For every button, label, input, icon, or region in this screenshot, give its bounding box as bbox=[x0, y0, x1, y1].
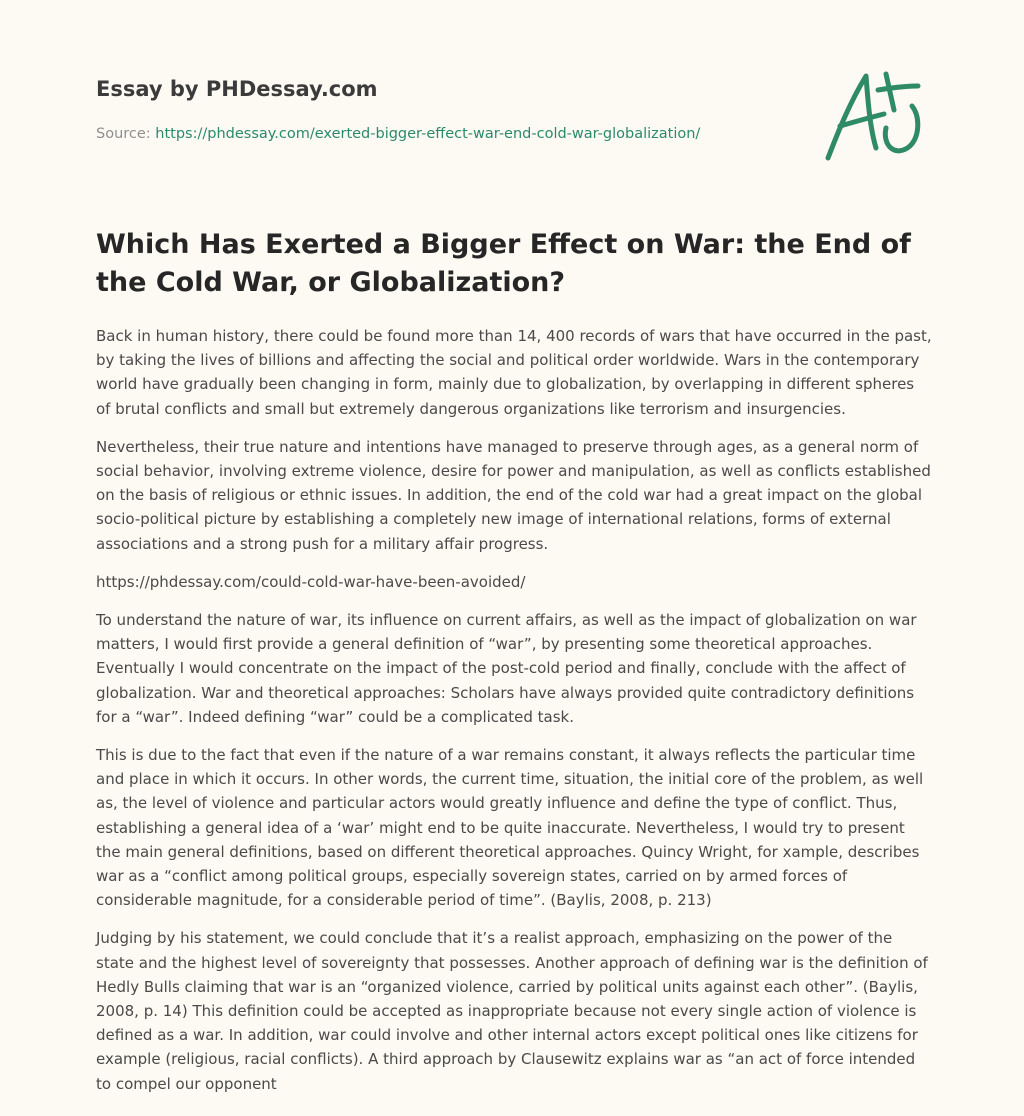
essay-paragraph: Nevertheless, their true nature and intentions have managed to preserve through ages, as a general norm of social behavior, involving extreme violence, desire for power and manipulation, as well as conflicts established on the basis of religious or ethnic issues. In addition, the end of the cold war had a great impact on the global socio-political picture by establishing a completely new image of international relations, forms of external associations and a strong push for a military affair progress. bbox=[96, 437, 931, 553]
essay-paragraph: This is due to the fact that even if the nature of a war remains constant, it always reflects the particular time and place in which it occurs. In other words, the current time, situation, the initial core of the problem, as well as, the level of violence and particular actors would greatly influence and define the type of conflict. Thus, establishing a general idea of a ‘war’ might end to be quite inaccurate. Nevertheless, I would try to present the main general definitions, based on different theoretical approaches. Quincy Wright, for xample, describes war as a “conflict among political groups, especially sovereign states, carried on by armed forces of considerable magnitude, for a considerable period of time”. (Baylis, 2008, p. 213) bbox=[96, 746, 924, 910]
a-plus-grade-icon bbox=[820, 66, 930, 166]
essay-paragraph: Back in human history, there could be found more than 14, 400 records of wars that have occurred in the past, by taking the lives of billions and affecting the social and political order worldwide. Wars in the contemporary world have gradually been changing in form, mainly due to globalization, by overlapping in different spheres of brutal conflicts and small but extremely dangerous organizations like terrorism and insurgencies. bbox=[96, 327, 932, 418]
essay-paragraph: To understand the nature of war, its influence on current affairs, as well as the impact of globalization on war matters, I would first provide a general definition of “war”, by presenting some theoretical approaches. Eventually I would concentrate on the impact of the post-cold period and finally, conclude with the affect of globalization. War and theoretical approaches: Scholars have always provided quite contradictory definitions for a “war”. Indeed defining “war” could be a complicated task. bbox=[96, 611, 917, 726]
essay-body bbox=[96, 324, 932, 1110]
site-brand: Essay by PHDessay.com bbox=[96, 77, 378, 101]
essay-header bbox=[96, 74, 796, 144]
source-line bbox=[96, 124, 796, 144]
essay-title: Which Has Exerted a Bigger Effect on War: the End of the Cold War, or Globalization? bbox=[96, 229, 911, 298]
essay-paragraph: Judging by his statement, we could conclude that it’s a realist approach, emphasizing on the power of the state and the highest level of sovereignty that possesses. Another approach of defining war is the definition of Hedly Bulls claiming that war is an “organized violence, carried by political units against each other”. (Baylis, 2008, p. 14) This definition could be accepted as inappropriate because not every single action of violence is defined as a war. In addition, war could involve and other internal actors except political ones like citizens for example (religious, racial conflicts). A third approach by Clausewitz explains war as “an act of force intended to compel our opponent bbox=[96, 929, 928, 1093]
related-link[interactable]: https://phdessay.com/could-cold-war-have-been-avoided/ bbox=[96, 572, 526, 591]
source-link[interactable]: https://phdessay.com/exerted-bigger-effect-war-end-cold-war-globalization/ bbox=[155, 126, 701, 142]
source-label: Source: bbox=[96, 126, 156, 142]
